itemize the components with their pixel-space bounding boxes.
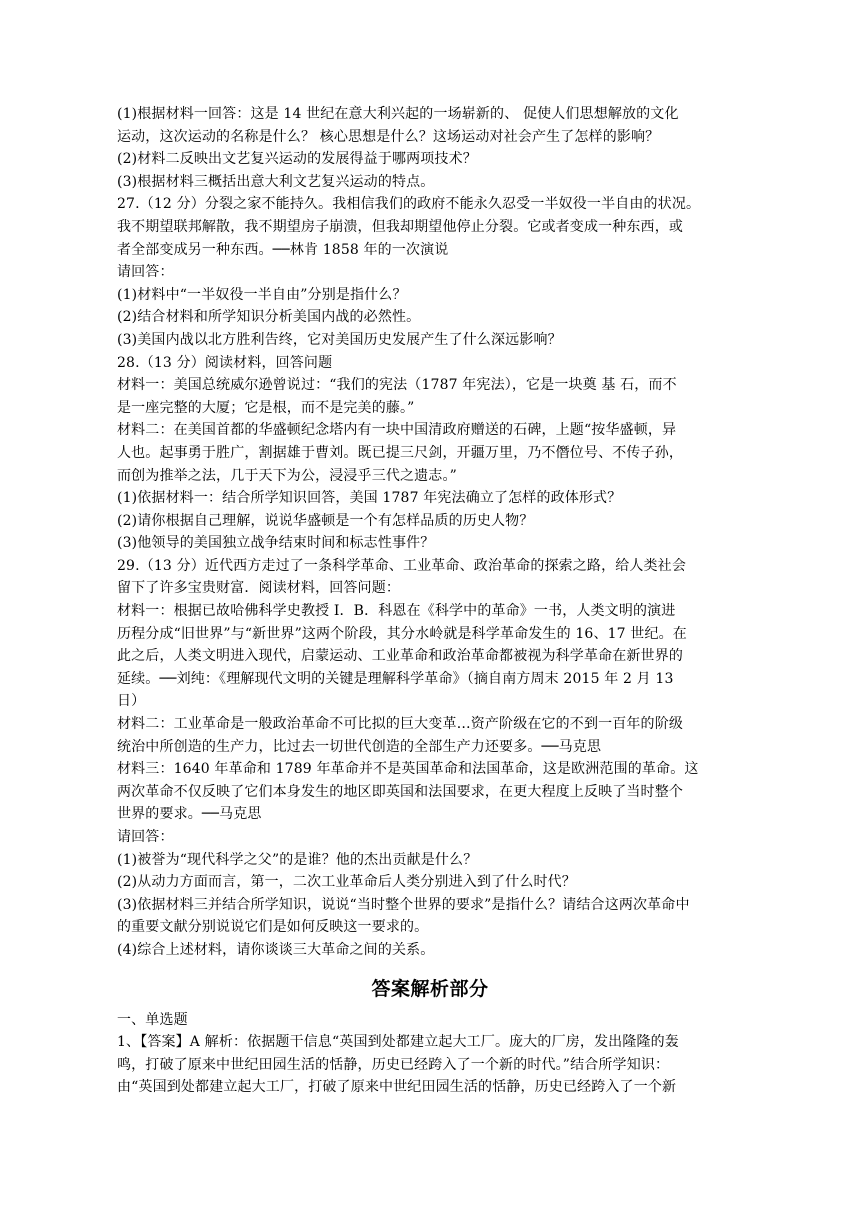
text-line: 27.（12 分）分裂之家不能持久。我相信我们的政府不能永久忍受一半奴役一半自由的状况。 xyxy=(117,196,701,213)
text-line: 两次革命不仅反映了它们本身发生的地区即英国和法国要求，在更大程度上反映了当时整个 xyxy=(117,783,683,800)
text-line: 材料二：工业革命是一般政治革命不可比拟的巨大变革…资产阶级在它的不到一百年的阶级 xyxy=(117,716,683,733)
text-line: 由“英国到处都建立起大工厂，打破了原来中世纪田园生活的恬静，历史已经跨入了一个新 xyxy=(117,1079,677,1096)
text-line: (3)根据材料三概括出意大利文艺复兴运动的特点。 xyxy=(117,173,435,190)
text-line: 材料三：1640 年革命和 1789 年革命并不是英国革命和法国革命，这是欧洲范围的革命。这 xyxy=(117,761,699,778)
text-line: 延续。──刘纯：《理解现代文明的关键是理解科学革命》（摘自南方周末 2015 年 2 月 13 xyxy=(117,670,674,687)
text-line: 日） xyxy=(117,693,146,710)
text-line: 者全部变成另一种东西。──林肯 1858 年的一次演说 xyxy=(117,241,449,258)
text-line: (3)他领导的美国独立战争结束时间和标志性事件？ xyxy=(117,535,435,552)
text-line: 历程分成“旧世界”与“新世界”这两个阶段，其分水岭就是科学革命发生的 16、17 世纪。在 xyxy=(117,625,687,642)
text-line: (1)被誉为“现代科学之父”的是谁？他的杰出贡献是什么？ xyxy=(117,851,478,868)
text-line: 材料二：在美国首都的华盛顿纪念塔内有一块中国清政府赠送的石碑，上题“按华盛顿，异 xyxy=(117,422,677,439)
text-line: 世界的要求。──马克思 xyxy=(117,806,262,823)
text-line: 请回答： xyxy=(117,829,174,845)
text-line: 材料一：美国总统威尔逊曾说过：“我们的宪法（1787 年宪法），它是一块奠 基 石，而不 xyxy=(117,377,677,394)
text-line: 留下了许多宝贵财富．阅读材料，回答问题： xyxy=(117,580,400,597)
text-line: 的重要文献分别说说它们是如何反映这一要求的。 xyxy=(117,919,429,936)
text-line: 运动，这次运动的名称是什么？ 核心思想是什么？这场运动对社会产生了怎样的影响？ xyxy=(117,128,660,145)
questions-section xyxy=(117,103,743,962)
text-line: (1)依据材料一：结合所学知识回答，美国 1787 年宪法确立了怎样的政体形式？ xyxy=(117,490,622,507)
text-line: 29.（13 分）近代西方走过了一条科学革命、工业革命、政治革命的探索之路，给人类社会 xyxy=(117,557,686,574)
text-line: (3)依据材料三并结合所学知识，说说“当时整个世界的要求”是指什么？请结合这两次革命中 xyxy=(117,896,690,913)
text-line: 此之后，人类文明进入现代，启蒙运动、工业革命和政治革命都被视为科学革命在新世界的 xyxy=(117,648,683,665)
text-line: 28.（13 分）阅读材料，回答问题 xyxy=(117,354,333,371)
text-line: (2)材料二反映出文艺复兴运动的发展得益于哪两项技术？ xyxy=(117,151,477,168)
text-line: 1、【答案】A 解析：依据题干信息“英国到处都建立起大工厂。庞大的厂房，发出隆隆的轰 xyxy=(117,1034,679,1051)
text-line: (1)材料中“一半奴役一半自由”分别是指什么？ xyxy=(117,286,407,303)
text-line: 材料一：根据已故哈佛科学史教授 I．B．科恩在《科学中的革命》一书，人类文明的演进 xyxy=(117,603,676,620)
document-body xyxy=(117,103,743,1099)
text-line: (4)综合上述材料，请你谈谈三大革命之间的关系。 xyxy=(117,941,435,958)
text-line: 一、单选题 xyxy=(117,1011,188,1028)
text-line: (2)从动力方面而言，第一，二次工业革命后人类分别进入到了什么时代？ xyxy=(117,874,576,891)
text-line: 请回答： xyxy=(117,264,174,281)
answer-section xyxy=(117,1009,743,1099)
answer-section-title: 答案解析部分 xyxy=(371,977,489,1000)
text-line: 是一座完整的大厦；它是根，而不是完美的藤。” xyxy=(117,399,415,416)
text-line: (2)结合材料和所学知识分析美国内战的必然性。 xyxy=(117,309,421,326)
text-line: 统治中所创造的生产力，比过去一切世代创造的全部生产力还要多。──马克思 xyxy=(117,738,602,755)
text-line: (2)请你根据自己理解，说说华盛顿是一个有怎样品质的历史人物？ xyxy=(117,512,534,529)
text-line: (1)根据材料一回答：这是 14 世纪在意大利兴起的一场崭新的、 促使人们思想解放的文化 xyxy=(117,106,679,122)
text-line: (3)美国内战以北方胜利告终，它对美国历史发展产生了什么深远影响？ xyxy=(117,331,562,348)
text-line: 我不期望联邦解散，我不期望房子崩溃，但我却期望他停止分裂。它或者变成一种东西，或 xyxy=(117,218,683,235)
text-line: 鸣，打破了原来中世纪田园生活的恬静，历史已经跨入了一个新的时代。”结合所学知识： xyxy=(117,1056,670,1073)
text-line: 而创为推举之法，几于天下为公，浸浸乎三代之遗志。” xyxy=(117,467,457,484)
text-line: 人也。起事勇于胜广，割据雄于曹刘。既已提三尺剑，开疆万里，乃不僭位号、不传子孙， xyxy=(117,444,683,461)
